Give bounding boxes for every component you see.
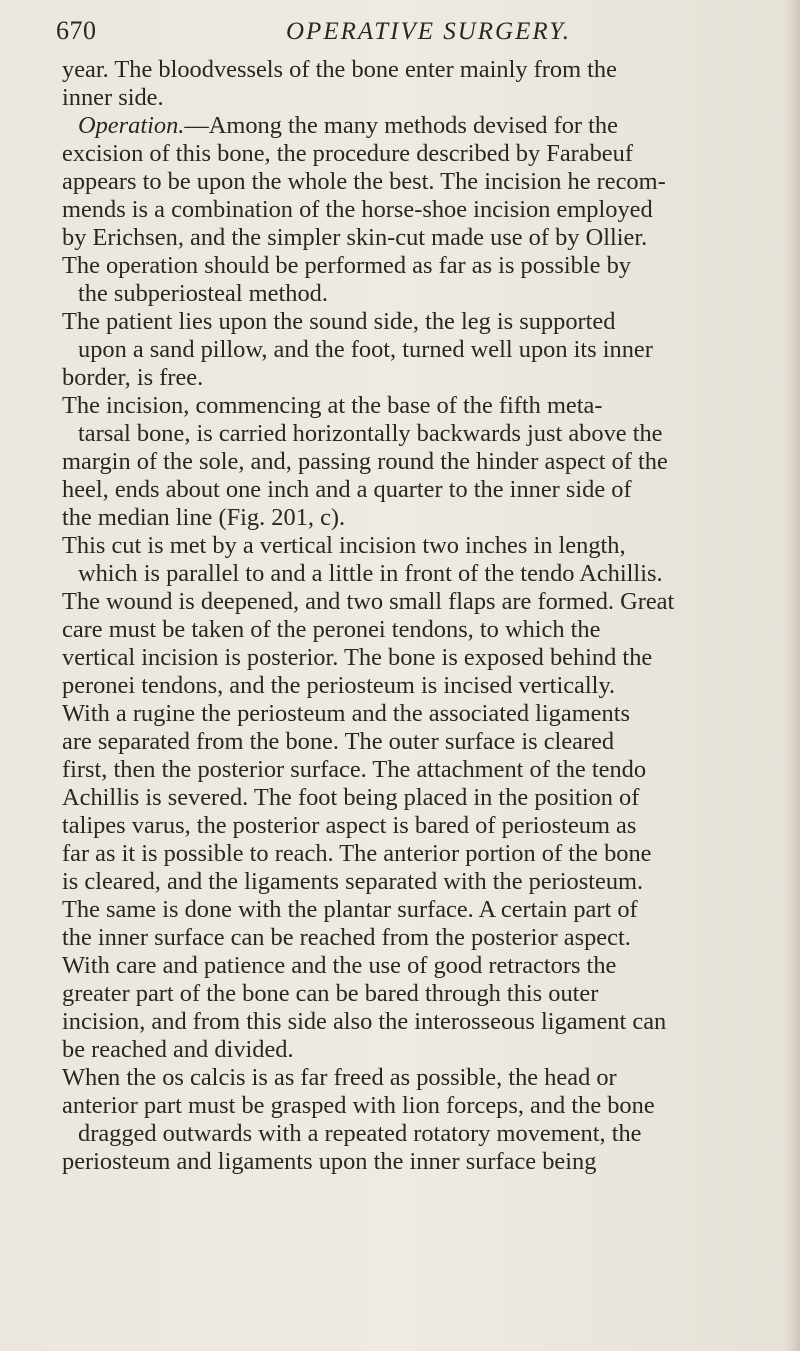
running-title: OPERATIVE SURGERY. — [286, 18, 572, 45]
text-line: the inner surface can be reached from the posterior aspect. — [62, 924, 631, 951]
text-line: talipes varus, the posterior aspect is bared of periosteum as — [62, 812, 637, 839]
text-line: anterior part must be grasped with lion forceps, and the bone — [62, 1092, 655, 1119]
text-line — [78, 112, 618, 140]
section-heading-operation: Operation. — [78, 112, 185, 139]
text-line: first, then the posterior surface. The attachment of the tendo — [62, 756, 647, 783]
text-line: When the os calcis is as far freed as possible, the head or — [62, 1064, 617, 1091]
text-line: tarsal bone, is carried horizontally backwards just above the — [78, 420, 663, 447]
text-line: year. The bloodvessels of the bone enter mainly from the — [62, 56, 617, 83]
text-line: The wound is deepened, and two small flaps are formed. Great — [62, 588, 675, 615]
text-line-continuation: —Among the many methods devised for the — [184, 112, 618, 139]
text-line: greater part of the bone can be bared through this outer — [62, 980, 599, 1007]
text-line: dragged outwards with a repeated rotatory movement, the — [78, 1120, 642, 1147]
text-line: The operation should be performed as far as is possible by — [62, 252, 631, 279]
text-line: upon a sand pillow, and the foot, turned well upon its inner — [78, 336, 653, 363]
text-line: border, is free. — [62, 364, 204, 391]
page-edge-shadow — [786, 0, 800, 1351]
text-line: the median line (Fig. 201, c). — [62, 504, 346, 531]
text-line: which is parallel to and a little in front of the tendo Achillis. — [78, 560, 663, 587]
text-line: incision, and from this side also the interosseous ligament can — [62, 1008, 667, 1035]
text-line: vertical incision is posterior. The bone is exposed behind the — [62, 644, 653, 671]
text-line: Achillis is severed. The foot being placed in the position of — [62, 784, 640, 811]
text-line: periosteum and ligaments upon the inner surface being — [62, 1148, 597, 1175]
text-line: margin of the sole, and, passing round the hinder aspect of the — [62, 448, 668, 475]
text-line: excision of this bone, the procedure described by Farabeuf — [62, 140, 633, 167]
text-line: are separated from the bone. The outer surface is cleared — [62, 728, 615, 755]
text-line: The same is done with the plantar surface. A certain part of — [62, 896, 638, 923]
text-line: by Erichsen, and the simpler skin-cut made use of by Ollier. — [62, 224, 648, 251]
text-line: be reached and divided. — [62, 1036, 294, 1063]
text-line: mends is a combination of the horse-shoe incision employed — [62, 196, 653, 223]
page-number: 670 — [56, 16, 97, 45]
text-line: far as it is possible to reach. The anterior portion of the bone — [62, 840, 652, 867]
text-line: is cleared, and the ligaments separated with the periosteum. — [62, 868, 644, 895]
text-line: heel, ends about one inch and a quarter to the inner side of — [62, 476, 632, 503]
text-line: appears to be upon the whole the best. The incision he recom- — [62, 168, 666, 195]
text-line: With care and patience and the use of good retractors the — [62, 952, 617, 979]
text-line: The incision, commencing at the base of the fifth meta- — [62, 392, 603, 419]
text-line: This cut is met by a vertical incision two inches in length, — [62, 532, 626, 559]
text-line: peronei tendons, and the periosteum is incised vertically. — [62, 672, 616, 699]
text-line: care must be taken of the peronei tendons, to which the — [62, 616, 601, 643]
text-line: With a rugine the periosteum and the associated ligaments — [62, 700, 630, 727]
text-line: inner side. — [62, 84, 164, 111]
text-line: The patient lies upon the sound side, the leg is supported — [62, 308, 616, 335]
text-line: the subperiosteal method. — [78, 280, 328, 307]
page-header — [56, 16, 776, 56]
